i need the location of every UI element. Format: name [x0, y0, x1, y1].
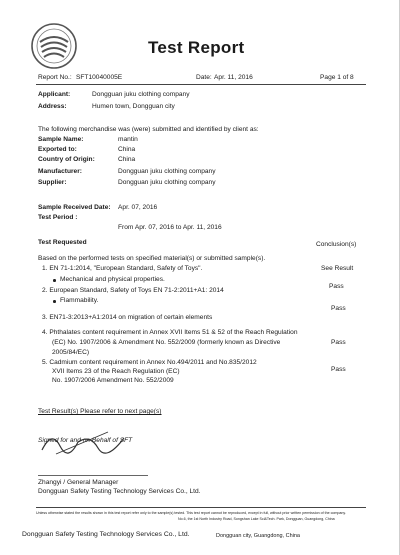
test-period-label: Test Period : [38, 214, 78, 221]
bottom-company: Dongguan Safety Testing Technology Services Co., Ltd. [22, 531, 190, 538]
manufacturer-label: Manufacturer: [38, 168, 82, 175]
test-item-2-sub: Flammability. [60, 297, 99, 304]
test-item-5-line-3: No. 1907/2006 Amendment No. 552/2009 [52, 377, 174, 384]
signed-behalf: Signed for and on Behalf of SFT [38, 437, 133, 444]
bottom-address: Dongguan city, Guangdong, China [216, 533, 300, 539]
exported-label: Exported to: [38, 146, 77, 153]
date-label: Date: [196, 74, 212, 81]
received-date-label: Sample Received Date: [38, 204, 111, 211]
supplier-value: Dongguan juku clothing company [118, 179, 216, 186]
address-label: Address: [38, 103, 67, 110]
test-item-4-line-3: 2005/84/EC) [52, 349, 90, 356]
sample-name-label: Sample Name: [38, 136, 84, 143]
report-title: Test Report [148, 38, 245, 57]
origin-label: Country of Origin: [38, 156, 95, 163]
signer-company: Dongguan Safety Testing Technology Services Co., Ltd. [38, 488, 201, 495]
test-item-5-line-1: 5. Cadmium content requirement in Annex No.494/2011 and No.835/2012 [42, 359, 257, 366]
address-value: Humen town, Dongguan city [92, 103, 175, 110]
header-rule [36, 84, 366, 85]
received-date: Apr. 07, 2016 [118, 204, 158, 211]
test-item-1: 1. EN 71-1:2014, "European Standard, Safety of Toys". [42, 265, 203, 272]
test-result-note: Test Result(s) Please refer to next page(s) [38, 408, 162, 415]
page-number: Page 1 of 8 [320, 74, 354, 81]
test-period: From Apr. 07, 2016 to Apr. 11, 2016 [118, 224, 222, 231]
conclusion-4: Pass [331, 339, 346, 346]
based-on-text: Based on the performed tests on specified material(s) or submitted sample(s). [38, 255, 266, 262]
conclusion-1: See Result [321, 265, 354, 272]
supplier-label: Supplier: [38, 179, 67, 186]
footer-rule [36, 507, 366, 508]
signature-line [38, 475, 148, 476]
sample-name: mantin [118, 136, 138, 143]
test-item-5-line-2: XVII Items 23 of the Reach Regulation (EC) [52, 368, 180, 375]
test-item-2: 2. European Standard, Safety of Toys EN 71-2:2011+A1: 2014 [42, 287, 224, 294]
report-no-label: Report No.: [38, 74, 72, 81]
bullet-icon [53, 300, 56, 303]
intro-text: The following merchandise was (were) submitted and identified by client as: [38, 126, 259, 133]
fine-print: Unless otherwise stated the results shown in this test report refer only to the sample(s) tested. This test report cannot be reproduced, except in full, without prior written permission of the company. [36, 511, 346, 515]
signer-name: Zhangyi / General Manager [38, 479, 119, 486]
test-item-3: 3. EN71-3:2013+A1:2014 on migration of certain elements [42, 314, 213, 321]
bullet-icon [53, 279, 56, 282]
applicant-label: Applicant: [38, 91, 71, 98]
conclusion-5: Pass [331, 366, 346, 373]
company-logo [30, 22, 78, 70]
exported-value: China [118, 146, 136, 153]
manufacturer-value: Dongguan juku clothing company [118, 168, 216, 175]
conclusion-3: Pass [331, 305, 346, 312]
test-item-4-line-1: 4. Phthalates content requirement in Annex XVII Items 51 & 52 of the Reach Regulation [42, 329, 298, 336]
report-date: Apr. 11, 2016 [214, 74, 253, 81]
report-no: SFT10040005E [76, 74, 123, 81]
fine-print-address: No.6, the 1st North Industry Road, Songshan Lake Sci&Tech. Park, Dongguan, Guangdong, China [178, 517, 335, 521]
test-requested-heading: Test Requested [38, 239, 87, 246]
conclusion-heading: Conclusion(s) [316, 241, 357, 248]
origin-value: China [118, 156, 136, 163]
signature-image [38, 420, 128, 460]
test-item-1-sub: Mechanical and physical properties. [60, 276, 165, 283]
test-item-4-line-2: (EC) No. 1907/2006 & Amendment No. 552/2009 (formerly known as Directive [52, 339, 281, 346]
applicant-value: Dongguan juku clothing company [92, 91, 190, 98]
conclusion-2: Pass [329, 283, 344, 290]
